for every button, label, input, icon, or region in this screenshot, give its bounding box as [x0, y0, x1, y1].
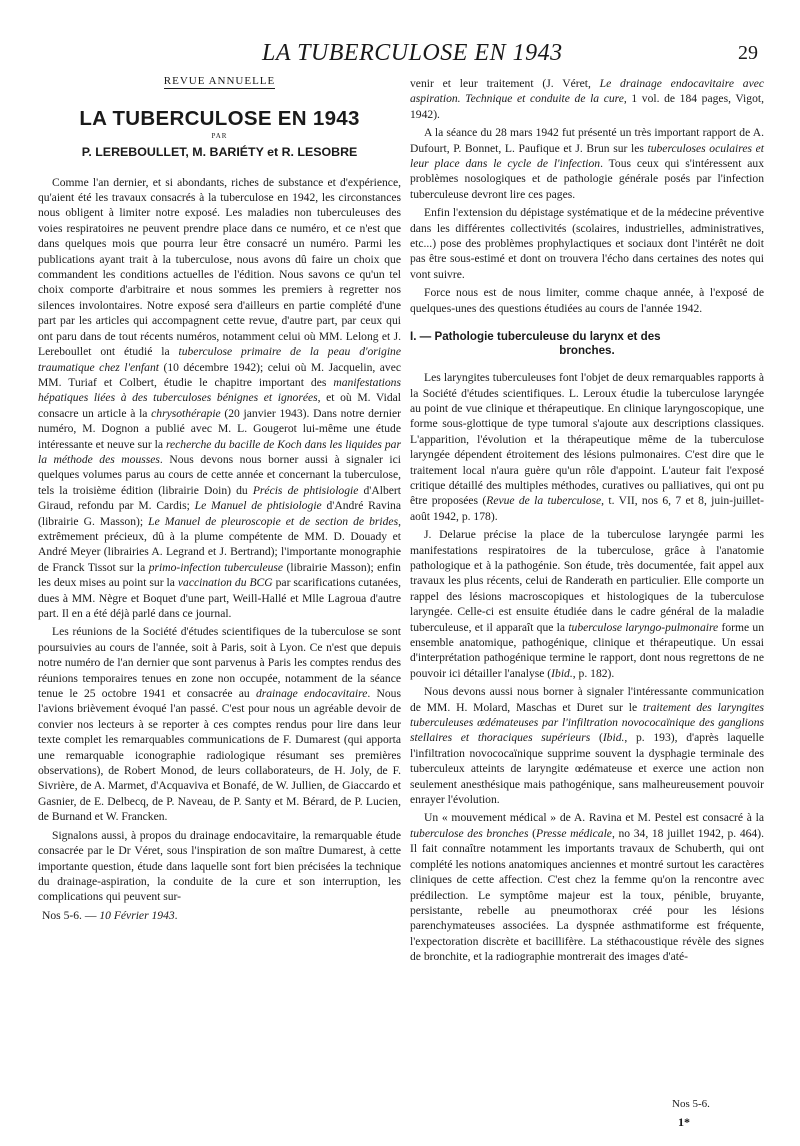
paragraph	[410, 684, 764, 807]
left-column	[38, 74, 401, 923]
italic-run: manifestations hépatiques liées à des tuberculoses bénignes et ignorées	[38, 375, 401, 405]
italic-run: traitement des laryngites tuberculeuses œdémateuses par l'infiltration novococaïnique des ganglions stellaires et thoraciques supérieurs	[410, 700, 764, 745]
text-run: forme un ensemble anatomique, pathogénique, clinique et thérapeutique. Un essai d'interprétation pathogénique termine le rapport, dont nous regrettons de ne pouvoir ici détailler l'analyse (	[410, 620, 765, 680]
italic-run: Revue de la tuberculose	[486, 494, 602, 508]
right-column	[410, 76, 764, 965]
text-run: Signalons aussi, à propos du drainage endocavitaire, la remarquable étude consacrée par le Dr Véret, sous l'inspiration de son maître Dumarest, à cette importante question, étude dans laquelle sont fort bien précisées la technique du drainage-aspiration, la conduite de la cure et son interruption, les complications qui peuvent sur-	[38, 828, 401, 904]
text-run: (20 janvier 1943). Dans notre dernier numéro, M. Dognon a publié avec M. L. Gougerot lui-même une étude intéressante et neuve sur la	[38, 406, 401, 451]
text-run: d'Albert Giraud, refondu par M. Cardis;	[38, 483, 401, 513]
paragraph	[410, 810, 764, 964]
italic-run: tuberculose des bronches	[410, 826, 529, 840]
text-run: (10 décembre 1942); celui où M. Jacquelin, avec MM. Turiaf et Colbert, étudie le chapitre important des	[38, 360, 401, 389]
text-run: Les laryngites tuberculeuses font l'objet de deux remarquables rapports à la Société d'études scientifiques. L. Leroux étudie la tuberculose laryngée au point de vue clinique et thérapeutique. En clinique laryngoscopique, une forme sous-glottique de type tumoral s'ajoute aux descriptions classiques. L'apparition, l'évolution et la thérapeutique même de la tuberculose laryngée dépendent étroitement des lésions pulmonaires. C'est dire que le traitement local n'aura guère qu'un rôle d'appoint. L'auteur fait l'exposé critique détaillé des multiples méthodes, curatives ou palliatives, qui ont pu être proposées (	[410, 371, 764, 508]
text-run: , p. 182).	[572, 666, 615, 680]
page-number: 29	[738, 42, 758, 64]
text-run: d'André Ravina (librairie G. Masson);	[38, 499, 401, 528]
paragraph	[410, 205, 764, 282]
text-run: , extrêmement précieux, dû à la plume compétente de MM. D. Douady et André Meyer (librairies A. Legrand et J. Bertrand); l'importante monographie de Franck Tissot sur la	[38, 514, 401, 574]
italic-run: primo-infection tuberculeuse	[148, 560, 284, 574]
journal-title: LA TUBERCULOSE EN 1943	[262, 40, 563, 66]
section-heading	[410, 330, 764, 358]
section-heading-line2: bronches.	[559, 344, 615, 358]
italic-run: drainage endocavitaire	[255, 687, 368, 701]
text-run: Comme l'an dernier, et si abondants, riches de substance et d'expérience, qu'aient été les travaux consacrés à la tuberculose en 1942, les circonstances nous obligent à limiter notre exposé. Les maladies non tuberculeuses des voies respiratoires ne peuvent prendre place dans ce numéro, et ce n'est que dans quelques mois que pourra leur être consacré un numéro. Parmi les publications ayant trait à la tuberculose, nous avons dû faire un choix que commandent les conditions actuelles de l'édition. Nous savons ce qu'un tel choix comporte d'arbitraire et nous sommes les premiers à regretter nos silences involontaires. Notre exposé sera d'ailleurs en partie complété d'une part par les articles qui accompagnent cette revue, d'autre part, par ceux qui ont paru dans de tout récents numéros, notamment celui où MM. Lelong et J. Lereboullet ont étudié la	[38, 175, 401, 359]
text-run: Nos 5-6. —	[42, 908, 100, 922]
text-run: . Nous l'avions brièvement évoqué l'an passé. C'est pour nous un agréable devoir de convier nos lecteurs à se reporter à ces comptes rendus pour lire dans leur texte complet les remarquables communications de F. Dumarest (qui apporta une remarquable iconographie radiologique résumant ses premières observations), de Robert Monod, de leurs collaborateurs, de H. Joly, de F. Sivrière, de A. Marmet, d'Acquaviva et Bonafé, de W. Jullien, de Giaccardo et Gasnier, de E. Delbecq, de P. Naveau, de P. Santy et M. Bérard, de P. Lucien, de Burnand et W. Francken.	[38, 687, 401, 824]
text-run: .	[174, 908, 178, 922]
article-title: LA TUBERCULOSE EN 1943	[79, 107, 360, 131]
text-run: J. Delarue précise la place de la tuberculose laryngée parmi les manifestations respiratoires de la tuberculose, grâce à l'anatomie pathologique et à la pathogénie. Son étude, très documentée, fait appel aux travaux les plus récents, celui de Randerath en particulier. Elle comporte un rappel des lésions macroscopiques et histologiques de la tuberculose laryngée. Celle-ci est ensuite étudiée dans le cadre général de la maladie tuberculeuse, et il apparaît que la	[410, 528, 764, 634]
text-run: Un « mouvement médical » de A. Ravina et M. Pestel est consacré à la	[424, 811, 764, 825]
text-run: , t. VII, nos 6, 7 et 8, juin-juillet-août 1942, p. 178).	[410, 494, 764, 523]
italic-run: Précis de phtisiologie	[252, 483, 359, 497]
text-run: Force nous est de nous limiter, comme chaque année, à l'exposé de quelques-unes des questions étudiées au cours de l'année 1942.	[410, 286, 764, 315]
section-heading-line1: I. — Pathologie tuberculeuse du larynx et des	[410, 330, 661, 344]
italic-run: tuberculose primaire de la peau d'origine traumatique chez l'enfant	[38, 345, 401, 374]
rubric-label: REVUE ANNUELLE	[163, 75, 276, 87]
text-run: . Tous ceux qui s'intéressent aux problèmes nosologiques et de pathologie générale posés par l'infection tuberculeuse devront lire ces pages.	[410, 157, 764, 201]
text-run: . Nous devons nous borner aussi à signaler ici quelques volumes parus au cours de cette année et concernant la tuberculose, tels la troisième édition (librairie Doin) du	[38, 452, 401, 497]
text-run: , p. 193), d'après laquelle l'infiltration novococaïnique supprime souvent la dysphagie terminale des tuberculeux atteints de laryngite œdémateuse et exerce une action non seulement anesthésique mais pathogénique, sans malheureusement pouvoir enrayer l'évolution.	[410, 731, 764, 807]
text-run: A la séance du 28 mars 1942 fut présenté un très important rapport de A. Dufourt, P. Bonnet, L. Paufique et J. Brun sur les	[410, 126, 764, 155]
text-run: , 1 vol. de 184 pages, Vigot, 1942).	[410, 92, 764, 121]
text-run: Enfin l'extension du dépistage systématique et de la médecine préventive dans les différentes collectivités (scolaires, industrielles, administratives, etc...) pose des problèmes prophylactiques et sociaux dont l'intérêt ne doit pas être sous-estimé et dont on trouvera l'écho dans certaines des notes qui vont suivre.	[410, 206, 764, 281]
text-run: (	[528, 826, 536, 840]
text-run: (	[590, 731, 603, 745]
italic-run: chrysothérapie	[151, 406, 221, 420]
paragraph	[38, 828, 401, 905]
issue-footer	[38, 908, 401, 923]
paragraph	[410, 76, 764, 122]
paragraph	[410, 285, 764, 316]
running-head	[0, 40, 800, 70]
italic-run: Le Manuel de phtisiologie	[194, 499, 322, 513]
italic-run: Ibid.	[551, 666, 573, 680]
italic-run: Le drainage endocavitaire avec aspiration. Technique et conduite de la cure	[410, 77, 765, 106]
folio: 1*	[678, 1115, 690, 1129]
rubric	[38, 74, 401, 89]
italic-run: tuberculose laryngo-pulmonaire	[568, 620, 719, 634]
italic-run: Ibid.	[602, 731, 625, 745]
italic-run: Le Manuel de pleuroscopie et de section de brides	[148, 514, 399, 528]
italic-run: vaccination du BCG	[177, 576, 273, 590]
text-run: par scarifications cutanées, dues à MM. Nègre et Boquet d'une part, Weill-Hallé et Mlle Lagroua d'autre part. Il en a été déjà parlé dans ce journal.	[38, 576, 401, 620]
text-run: venir et leur traitement (J. Véret,	[410, 77, 600, 90]
italic-run: recherche du bacille de Koch dans les liquides par la méthode des mousses	[38, 437, 401, 466]
text-run: , no 34, 18 juillet 1942, p. 464). Il fait connaître notamment les importants travaux de Schuberth, qui ont complété les notions anatomiques anciennes et montré surtout les caractères cliniques de cette affection. C'est chez la femme qu'on la rencontre avec prédilection. Le symptôme majeur est la toux, pénible, bruyante, persistante, rebelle au pneumothorax créé pour les lésions parenchymateuses associées. La dyspnée asthmatiforme est fréquente, l'expectoration discrète et bacillifère. La stéthacoustique révèle des signes de bronchite, et la radiographie montrerait des images d'até-	[410, 826, 764, 964]
text-run: , et où M. Vidal consacre un article à la	[38, 391, 401, 420]
paragraph	[38, 624, 401, 824]
paragraph	[410, 527, 764, 681]
text-run: Nous devons aussi nous borner à signaler l'intéressante communication de MM. H. Molard, Maschas et Duret sur le	[410, 685, 764, 714]
paragraph	[410, 125, 764, 202]
text-run: (librairie Masson); enfin les deux mises au point sur la	[38, 560, 401, 590]
signature-mark: Nos 5-6.	[672, 1098, 710, 1110]
paragraph	[410, 370, 764, 524]
par-label: PAR	[211, 131, 228, 140]
italic-run: tuberculoses oculaires et leur place dans le cycle de l'infection	[410, 141, 764, 171]
italic-run: 10 Février 1943	[99, 908, 175, 922]
paragraph	[38, 175, 401, 622]
italic-run: Presse médicale	[535, 826, 612, 840]
authors: P. LEREBOULLET, M. BARIÉTY et R. LESOBRE	[81, 145, 358, 160]
text-run: Les réunions de la Société d'études scientifiques de la tuberculose se sont poursuivies au cours de l'année, soit à Paris, soit à Lyon. Ce n'est que depuis notre numéro de l'an dernier que sont parvenus à Paris les comptes rendus des réunions temporaires tenues en zone non occupée, notamment de la séance tenue le 25 octobre 1941 et consacrée au	[38, 625, 401, 701]
